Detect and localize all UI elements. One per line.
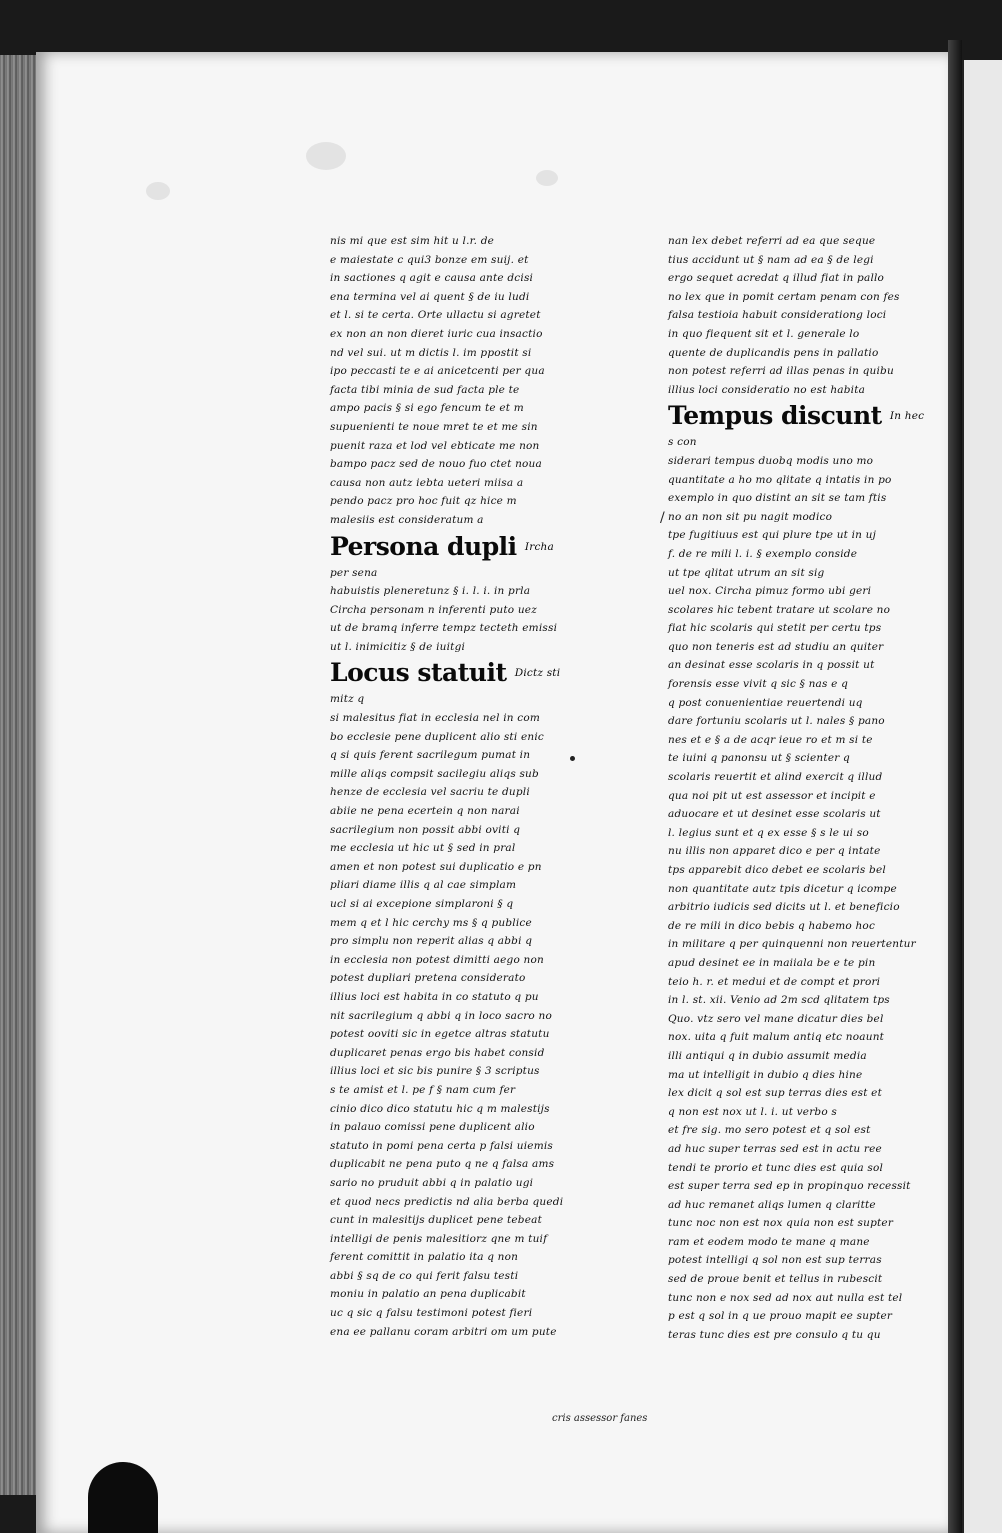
page-stain: [306, 142, 346, 170]
text-line: habuistis pleneretunz § i. l. i. in prla: [330, 585, 531, 598]
text-line: illi antiqui q in dubio assumit media: [668, 1049, 867, 1062]
text-line: duplicabit ne pena puto q ne q falsa ams: [330, 1158, 555, 1171]
text-line: nes et e § a de acqr ieue ro et m si te: [668, 733, 873, 746]
text-line: supuenienti te noue mret te et me sin: [330, 420, 538, 433]
page-gutter: [948, 40, 962, 1533]
right-text-column: [668, 232, 925, 1344]
text-line: aduocare et ut desinet esse scolaris ut: [668, 808, 881, 821]
left-paragraph-2: [330, 564, 558, 657]
text-line: causa non autz iebta ueteri miisa a: [330, 476, 524, 489]
text-line: in palauo comissi pene duplicent alio: [330, 1121, 535, 1134]
text-line: duplicaret penas ergo bis habet consid: [330, 1046, 545, 1059]
page-stain: [536, 170, 558, 186]
text-line: quo non teneris est ad studiu an quiter: [668, 640, 884, 653]
text-line: an desinat esse scolaris in q possit ut: [668, 659, 875, 672]
text-line: amen et non potest sui duplicatio e pn: [330, 860, 542, 873]
right-paragraph-1: [668, 232, 900, 399]
right-paragraph-3: [668, 1010, 911, 1345]
margin-mark: /: [660, 510, 665, 526]
text-line: et fre sig. mo sero potest et q sol est: [668, 1124, 871, 1137]
text-line: f. de re mili l. i. § exemplo conside: [668, 547, 858, 560]
text-line: q si quis ferent sacrilegum pumat in: [330, 749, 531, 762]
text-line: ena termina vel ai quent § de iu ludi: [330, 290, 530, 303]
text-line: non quantitate autz tpis dicetur q icompe: [668, 882, 897, 895]
text-line: illius loci et sic bis punire § 3 scriptus: [330, 1065, 540, 1078]
text-line: nan lex debet referri ad ea que seque: [668, 235, 876, 247]
text-line: lex dicit q sol est sup terras dies est et: [668, 1087, 883, 1100]
text-line: s te amist et l. pe f § nam cum fer: [330, 1083, 516, 1096]
text-line: bo ecclesie pene duplicent alio sti enic: [330, 730, 544, 743]
text-line: arbitrio iudicis sed dicits ut l. et beneficio: [668, 901, 900, 914]
text-line: uel nox. Circha pimuz formo ubi geri: [668, 585, 872, 598]
rubric-tempus: [668, 399, 925, 433]
text-line: henze de ecclesia vel sacriu te dupli: [330, 786, 530, 799]
text-line: in l. st. xii. Venio ad 2m scd qlitatem tps: [668, 994, 890, 1007]
text-line: ut de bramq inferre tempz tecteth emissi: [330, 622, 558, 635]
rubric-tempus-side: In hec: [889, 410, 925, 423]
text-line: facta tibi minia de sud facta ple te: [330, 383, 520, 396]
text-line: pro simplu non reperit alias q abbi q: [330, 935, 533, 948]
text-line: potest intelligi q sol non est sup terras: [668, 1254, 882, 1267]
text-line: scolaris reuertit et alind exercit q illud: [668, 771, 883, 784]
text-line: per sena: [330, 566, 378, 579]
text-line: no an non sit pu nagit modico: [668, 510, 833, 523]
text-line: l. legius sunt et q ex esse § s le ui so: [668, 826, 869, 839]
text-line: abiie ne pena ecertein q non narai: [330, 805, 520, 818]
text-line: non potest referri ad illas penas in quibu: [668, 365, 894, 378]
text-line: puenit raza et lod vel ebticate me non: [330, 439, 540, 452]
text-line: ucl si ai excepione simplaroni § q: [330, 898, 514, 910]
text-line: sed de proue benit et tellus in rubescit: [668, 1273, 883, 1286]
text-line: pendo pacz pro hoc fuit qz hice m: [330, 495, 517, 508]
text-line: e maiestate c qui3 bonze em suij. et: [330, 253, 529, 266]
text-line: moniu in palatio an pena duplicabit: [330, 1288, 526, 1301]
text-line: q non est nox ut l. i. ut verbo s: [668, 1105, 837, 1118]
text-line: bampo pacz sed de nouo fuo ctet noua: [330, 458, 542, 471]
text-line: in quo fiequent sit et l. generale lo: [668, 327, 860, 340]
bottom-catchword: cris assessor fanes: [552, 1413, 648, 1424]
text-line: tps apparebit dico debet ee scolaris bel: [668, 864, 886, 876]
text-line: mitz q: [330, 693, 365, 706]
text-line: ex non an non dieret iuric cua insactio: [330, 327, 543, 340]
rubric-tempus-title: Tempus discunt: [668, 401, 882, 431]
text-line: ampo pacis § si ego fencum te et m: [330, 402, 524, 415]
text-line: pliari diame illis q al cae simplam: [330, 879, 517, 892]
right-paragraph-2: [668, 433, 916, 1009]
text-line: abbi § sq de co qui ferit falsu testi: [330, 1269, 519, 1282]
text-line: ad huc remanet aliqs lumen q claritte: [668, 1198, 876, 1211]
text-line: forensis esse vivit q sic § nas e q: [668, 678, 848, 691]
text-line: tendi te prorio et tunc dies est quia sol: [668, 1161, 884, 1174]
text-line: teio h. r. et medui et de compt et prori: [668, 975, 881, 988]
text-line: ergo sequet acredat q illud fiat in pallo: [668, 272, 885, 285]
text-line: q post conuenientiae reuertendi uq: [668, 696, 863, 709]
text-line: ena ee pallanu coram arbitri om um pute: [330, 1325, 557, 1338]
text-line: de re mili in dico bebis q habemo hoc: [668, 919, 876, 932]
text-line: sario no pruduit abbi q in palatio ugi: [330, 1176, 534, 1189]
text-line: in militare q per quinquenni non reuertentur: [668, 938, 916, 951]
text-line: ma ut intelligit in dubio q dies hine: [668, 1068, 863, 1081]
rubric-locus-title: Locus statuit: [330, 658, 507, 688]
text-line: qua noi pit ut est assessor et incipit e: [668, 789, 876, 802]
text-line: illius loci est habita in co statuto q pu: [330, 990, 539, 1003]
left-paragraph-1: [330, 232, 558, 530]
text-line: mem q et l hic cerchy ms § q publice: [330, 916, 532, 929]
text-line: te iuini q panonsu ut § scienter q: [668, 752, 850, 765]
text-line: tunc non e nox sed ad nox aut nulla est tel: [668, 1291, 903, 1304]
page-stain: [146, 182, 170, 200]
text-line: et quod necs predictis nd alia berba quedi: [330, 1195, 564, 1208]
text-line: ferent comittit in palatio ita q non: [330, 1251, 519, 1264]
text-line: cinio dico dico statutu hic q m malestijs: [330, 1102, 550, 1115]
text-line: sacrilegium non possit abbi oviti q: [330, 823, 521, 836]
text-line: nit sacrilegium q abbi q in loco sacro no: [330, 1009, 552, 1022]
rubric-persona-side: Ircha: [524, 540, 554, 553]
text-line: in ecclesia non potest dimitti aego non: [330, 953, 544, 966]
rubric-locus: [330, 656, 561, 690]
text-line: tpe fugitiuus est qui plure tpe ut in uj: [668, 529, 877, 542]
text-line: tunc noc non est nox quia non est supter: [668, 1217, 894, 1230]
text-line: exemplo in quo distint an sit se tam ftis: [668, 492, 887, 505]
text-line: si malesitus fiat in ecclesia nel in com: [330, 712, 541, 725]
text-line: no lex que in pomit certam penam con fes: [668, 290, 900, 303]
text-line: intelligi de penis malesitiorz qne m tuif: [330, 1232, 548, 1245]
text-line: cunt in malesitijs duplicet pene tebeat: [330, 1214, 542, 1227]
rubric-locus-side: Dictz sti: [514, 667, 561, 680]
rubric-persona-title: Persona dupli: [330, 531, 517, 561]
rubric-persona: [330, 530, 558, 564]
text-line: siderari tempus duobq modis uno mo: [668, 454, 874, 467]
text-line: apud desinet ee in maiiala be e te pin: [668, 956, 876, 969]
text-line: teras tunc dies est pre consulo q tu qu: [668, 1328, 881, 1341]
text-line: ad huc super terras sed est in actu ree: [668, 1142, 882, 1155]
text-line: fiat hic scolaris qui stetit per certu tps: [668, 622, 882, 635]
text-line: tius accidunt ut § nam ad ea § de legi: [668, 253, 874, 266]
text-line: Circha personam n inferenti puto uez: [330, 603, 537, 616]
text-line: me ecclesia ut hic ut § sed in pral: [330, 842, 516, 855]
text-line: nis mi que est sim hit u l.r. de: [330, 235, 495, 247]
text-line: Quo. vtz sero vel mane dicatur dies bel: [668, 1012, 884, 1025]
text-line: nd vel sui. ut m dictis l. im ppostit si: [330, 346, 532, 359]
text-line: uc q sic q falsu testimoni potest fieri: [330, 1307, 533, 1320]
text-line: scolares hic tebent tratare ut scolare no: [668, 603, 891, 616]
facing-page-strip: [962, 60, 1002, 1533]
text-line: est super terra sed ep in propinquo recessit: [668, 1180, 911, 1193]
text-line: malesiis est consideratum a: [330, 513, 484, 526]
text-line: dare fortuniu scolaris ut l. nales § pano: [668, 715, 885, 728]
text-line: potest ooviti sic in egetce altras statutu: [330, 1028, 550, 1041]
text-line: ram et eodem modo te mane q mane: [668, 1235, 870, 1248]
page-clip: [88, 1462, 158, 1533]
text-line: p est q sol in q ue prouo mapit ee supter: [668, 1310, 893, 1323]
text-line: mille aliqs compsit sacilegiu aliqs sub: [330, 767, 539, 780]
text-line: nu illis non apparet dico e per q intate: [668, 845, 881, 858]
text-line: in sactiones q agit e causa ante dcisi: [330, 272, 534, 285]
text-line: potest dupliari pretena considerato: [330, 972, 526, 985]
text-line: nox. uita q fuit malum antiq etc noaunt: [668, 1031, 885, 1044]
margin-dot: [570, 756, 575, 761]
text-line: statuto in pomi pena certa p falsi uiemis: [330, 1139, 553, 1152]
text-line: quente de duplicandis pens in pallatio: [668, 346, 879, 359]
text-line: et l. si te certa. Orte ullactu si agretet: [330, 309, 541, 322]
text-line: quantitate a ho mo qlitate q intatis in po: [668, 473, 892, 486]
left-paragraph-3: [330, 690, 564, 1341]
book-spine-edge: [0, 55, 40, 1495]
text-line: s con: [668, 436, 697, 449]
left-text-column: [330, 232, 564, 1341]
text-line: ut tpe qlitat utrum an sit sig: [668, 566, 825, 579]
text-line: falsa testioia habuit considerationg loci: [668, 309, 887, 322]
text-line: ipo peccasti te e ai anicetcenti per qua: [330, 365, 545, 378]
text-line: ut l. inimicitiz § de iuitgi: [330, 640, 466, 653]
text-line: illius loci consideratio no est habita: [668, 383, 866, 396]
